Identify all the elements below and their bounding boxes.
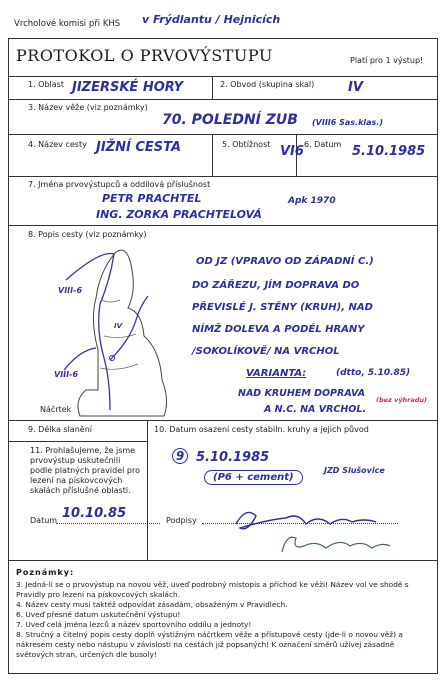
form-title: PROTOKOL O PRVOVÝSTUPU [16,46,273,65]
field-10-number: 9 [172,448,188,464]
committee-handwritten: v Frýdlantu / Hejnicích [142,13,281,26]
climber-2: ING. ZORKA PRACHTELOVÁ [96,208,262,221]
field-10-detail: (P6 + cement) [204,470,303,485]
field-10-label: 10. Datum osazení cesty stabiln. kruhy a jejich původ [154,425,369,434]
sketch-label: Náčrtek [40,405,72,414]
sketch-tag-2: VIII-6 [54,370,79,379]
note-item: 6. Uveď přesné datum uskutečnění výstupu! [16,610,181,619]
field-10-club: JZD Slušovice [324,466,385,475]
validity-note: Platí pro 1 výstup! [350,56,424,65]
date-label: Datum [30,516,58,525]
variant-line-1: NAD KRUHEM DOPRAVA [238,388,366,399]
field-7-label: 7. Jména prvovýstupců a oddílová příslušnost [28,180,211,189]
description-line-3: PŘEVISLÉ J. STĚNY (KRUH), NAD [192,302,373,313]
field-3-note: (VIII6 Sas.klas.) [312,118,384,127]
field-5-label: 5. Obtížnost [222,140,271,149]
field-3-value: 70. POLEDNÍ ZUB [162,112,298,128]
field-2-value: IV [348,80,363,95]
sketch-tag-3: IV [114,322,123,330]
notes-title: Poznámky: [16,568,75,577]
field-3-label: 3. Název věže (viz poznámky) [28,103,148,112]
field-11-text: 11. Prohlašujeme, že jsme prvovýstup uskutečnili podle platných pravidel pro lezení na pískovcových skalách příslušné oblasti. [30,446,140,495]
field-2-label: 2. Obvod (skupina skal) [220,80,315,89]
field-4-label: 4. Název cesty [28,140,87,149]
field-5-value: VI6 [280,144,304,159]
note-item: 7. Uveď celá jména lezců a název sportovního oddílu a jednoty! [16,620,252,629]
signatures [226,502,416,558]
signatures-label: Podpisy [166,516,197,525]
variant-line-2: A N.C. NA VRCHOL. [264,404,367,415]
note-item: 3. Jedná-li se o prvovýstup na novou věž, uveď podrobný místopis a přichod ke věži! Název vol ve shodě s Pravidly pro lezení na pískovcových skalách. [16,580,409,599]
variant-label: VARIANTA: [246,368,307,379]
field-6-label: 6. Datum [304,140,342,149]
field-9-label: 9. Délka slanění [28,425,92,434]
description-line-1: OD JZ (VPRAVO OD ZÁPADNÍ C.) [196,256,374,267]
field-10-date: 5.10.1985 [196,450,270,465]
climber-1: PETR PRACHTEL [102,192,202,205]
field-4-value: JIŽNÍ CESTA [96,140,182,155]
note-item: 8. Stručný a čitelný popis cesty doplň výstižným náčrtkem věže a přístupové cesty (jde-li o novou věž) a nákresem cesty nebo nástupu v závislosti na cestách již popsaných! K označení směrů užívej zásadně světových stran, určených dle busoly! [16,630,403,659]
description-line-2: DO ZÁŘEZU, JÍM DOPRAVA DO [192,280,360,291]
climbers-note: Apk 1970 [288,196,336,206]
field-8-label: 8. Popis cesty (viz poznámky) [28,230,147,239]
variant-meta: (dtto, 5.10.85) [336,368,411,378]
date-value: 10.10.85 [62,506,127,521]
note-item: 4. Název cesty musí taktéž odpovídat zásadám, obsaženým v Pravidlech. [16,600,288,609]
description-line-5: /SOKOLÍKOVĚ/ NA VRCHOL [192,346,340,357]
notes-list [16,580,426,660]
description-line-4: NÍMŽ DOLEVA A PODÉL HRANY [192,324,365,335]
committee-prefix: Vrcholové komisi při KHS [14,19,121,29]
field-1-label: 1. Oblast [28,80,64,89]
field-1-value: JIZERSKÉ HORY [72,80,183,95]
variant-note: (bez výhradu) [376,396,428,404]
sketch-tag-1: VIII-6 [58,286,83,295]
field-6-value: 5.10.1985 [352,144,426,159]
